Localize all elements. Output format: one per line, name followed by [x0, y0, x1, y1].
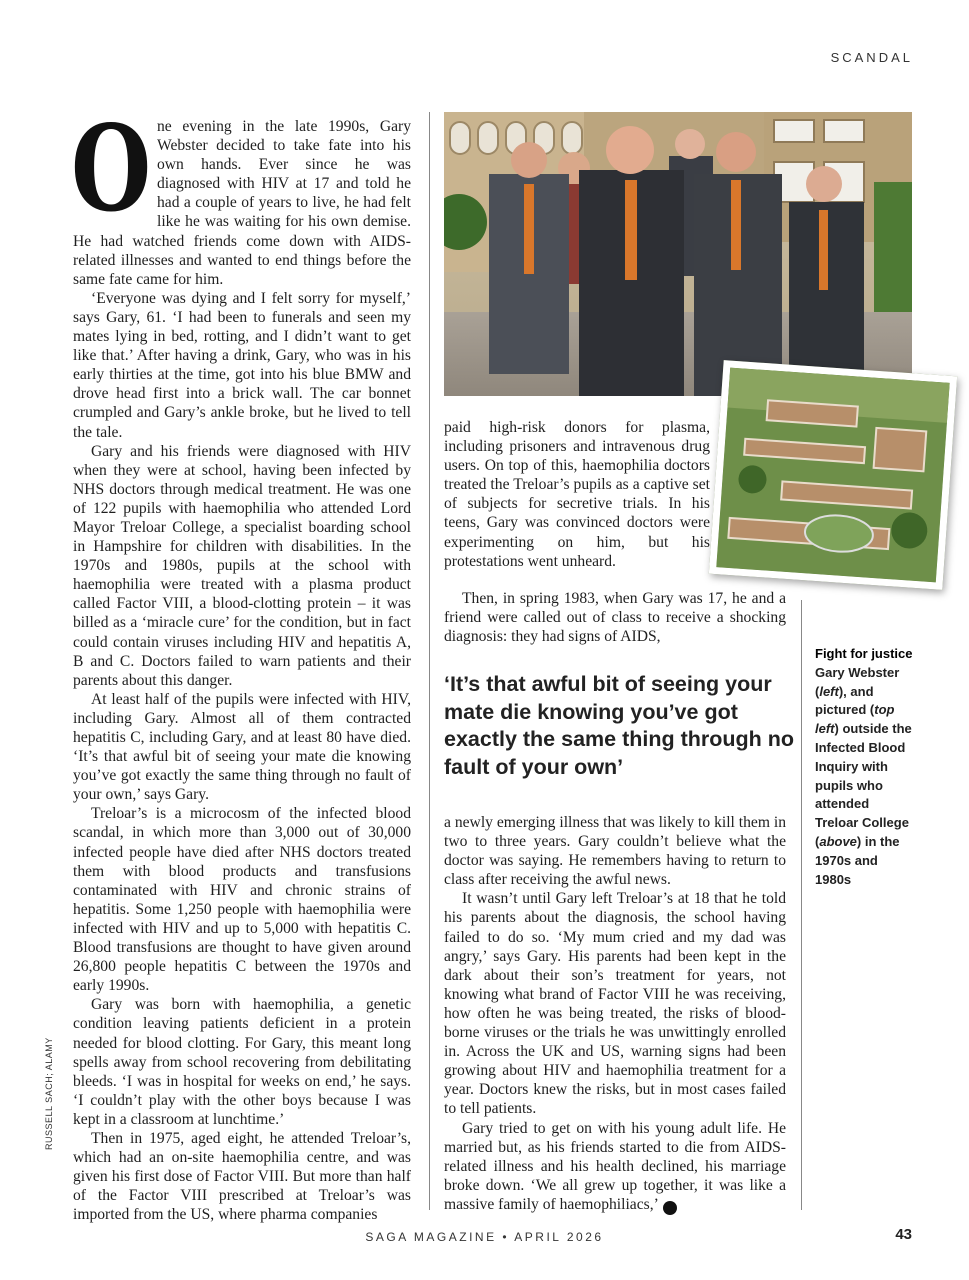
paragraph-12 [444, 1119, 786, 1215]
aerial-photo-illustration [716, 368, 949, 583]
paragraph-9: Then, in spring 1983, when Gary was 17, he and a friend were called out of class to receive a shocking diagnosis: they had signs of AIDS, [444, 590, 786, 646]
caption-em-3: above [819, 833, 857, 849]
paragraph-6: Gary was born with haemophilia, a genetic condition leaving patients deficient in a protein needed for blood clotting. For Gary, this meant long spells away from school recovering from debilitating bleeds. ‘I was in hospital for weeks on end,’ he says. ‘I couldn’t play with the other boys because I was kept in a classroom at lunchtime.’ [73, 996, 411, 1128]
paragraph-11: It wasn’t until Gary left Treloar’s at 18 that he told his parents about the diagnosis, the school having failed to do so. ‘My mum cried and my dad was angry,’ says Gary. His parents had been kept in the dark about their son’s treatment for years, not knowing what brand of Factor VIII he was receiving, how often he was being treated, the risks of blood-borne viruses or the trials he was unwittingly enrolled in. Across the UK and US, warning signs had been growing about HIV and haemophilia treatment for a year. Doctors knew the risks, but in most cases failed to tell patients. [444, 890, 786, 1118]
paragraph-4: At least half of the pupils were infected with HIV, including Gary. Almost all of them contracted hepatitis C, including Gary, and at least 80 have died. ‘It’s that awful bit of seeing your mate die knowing you’ve got exactly the same thing through no fault of your own,’ says Gary. [73, 690, 411, 804]
section-label: SCANDAL [830, 50, 913, 65]
aerial-photo [709, 360, 957, 590]
article-column-2-middle [444, 589, 786, 646]
group-photo [444, 112, 912, 396]
page-number: 43 [895, 1226, 912, 1243]
paragraph-8: paid high-risk donors for plasma, including prisoners and intravenous drug users. On top of this, haemophilia doctors treated the Treloar’s pupils as a captive set of subjects for secretive trials. In his teens, Gary was convinced doctors were experimenting on him, but his protestations went unheard. [444, 419, 710, 570]
caption-divider [801, 600, 802, 1210]
paragraph-1: ne evening in the late 1990s, Gary Webster decided to take fate into his own hands. Ever since he was diagnosed with HIV at 17 and told he had a couple of years to live, he had felt like he was waiting for his own demise. He had watched friends come down with AIDS-related illnesses and wanted to end things before the same fate came for him. [73, 118, 411, 288]
photo-credit: RUSSELL SACH; ALAMY [44, 1037, 54, 1150]
caption-heading: Fight for justice [815, 646, 913, 661]
paragraph-10: a newly emerging illness that was likely to kill them in two to three years. Gary couldn’t believe what the doctor was saying. He remembers having to return to class after receiving the awful news. [444, 814, 786, 889]
continue-arrow-icon: ➜ [663, 1201, 677, 1215]
caption-text-3: ) outside the Infected Blood Inquiry with pupils who attended Treloar College ( [815, 721, 912, 849]
article-column-1 [71, 99, 411, 1224]
photo-caption [815, 645, 915, 889]
paragraph-5: Treloar’s is a microcosm of the infected blood scandal, in which more than 3,000 out of 30,000 infected people have died after NHS doctors treated them with blood products and transfusions contaminated with HIV and chronic strains of hepatitis. Some 1,250 people with haemophilia were infected with HIV and up to 5,000 with hepatitis C. Blood transfusions are thought to have given around 26,800 people hepatitis C between the 1970s and early 1990s. [73, 805, 411, 995]
caption-em-1: left [819, 683, 839, 699]
paragraph-12-text: Gary tried to get on with his young adult life. He married but, as his friends started to die from AIDS-related illness and his health declined, his marriage broke down. ‘We all grew up together, it was like a massive family of haemophiliacs,’ [444, 1119, 786, 1213]
caption-text-2: ), and pictured ( [815, 683, 875, 718]
paragraph-7: Then in 1975, aged eight, he attended Treloar’s, which had an on-site haemophilia centre, and was given his first dose of Factor VIII. But more than half of the Factor VIII prescribed at Treloar’s was imported from the US, where pharma companies [73, 1129, 411, 1224]
article-column-2-top [444, 418, 710, 571]
paragraph-3: Gary and his friends were diagnosed with HIV when they were at school, having been infected by NHS doctors through medical treatment. He was one of 122 pupils with haemophilia who attended Lord Mayor Treloar College, a specialist boarding school in Hampshire for children with disabilities. In the 1970s and 1980s, pupils at the school with haemophilia were treated with a plasma product called Factor VIII, a blood-clotting protein – it was billed as a ‘miracle cure’ for the condition, but in fact could contain viruses including HIV and hepatitis A, B and C. Doctors failed to warn patients and their parents about this danger. [73, 442, 411, 689]
group-photo-illustration [444, 112, 912, 396]
drop-cap: O [71, 99, 152, 238]
paragraph-2: ‘Everyone was dying and I felt sorry for myself,’ says Gary, 61. ‘I had been to funerals and seen my mates lying in bed, rotting, and I didn’t want to get like that.’ After having a drink, Gary, who was in his early thirties at the time, got into his blue BMW and drove head first into a brick wall. The car bonnet crumpled and Gary’s ankle broke, but he lived to tell the tale. [73, 289, 411, 441]
caption-text-1: Gary Webster ( [815, 664, 900, 699]
footer-publication: SAGA MAGAZINE • APRIL 2026 [365, 1230, 604, 1244]
article-column-2-bottom [444, 813, 786, 1215]
caption-text-4: ) in the 1970s and 1980s [815, 833, 900, 887]
caption-em-2: top left [815, 702, 895, 737]
column-divider [429, 112, 430, 1210]
pull-quote: ‘It’s that awful bit of seeing your mate die knowing you’ve got exactly the same thing through no fault of your own’ [444, 672, 795, 779]
